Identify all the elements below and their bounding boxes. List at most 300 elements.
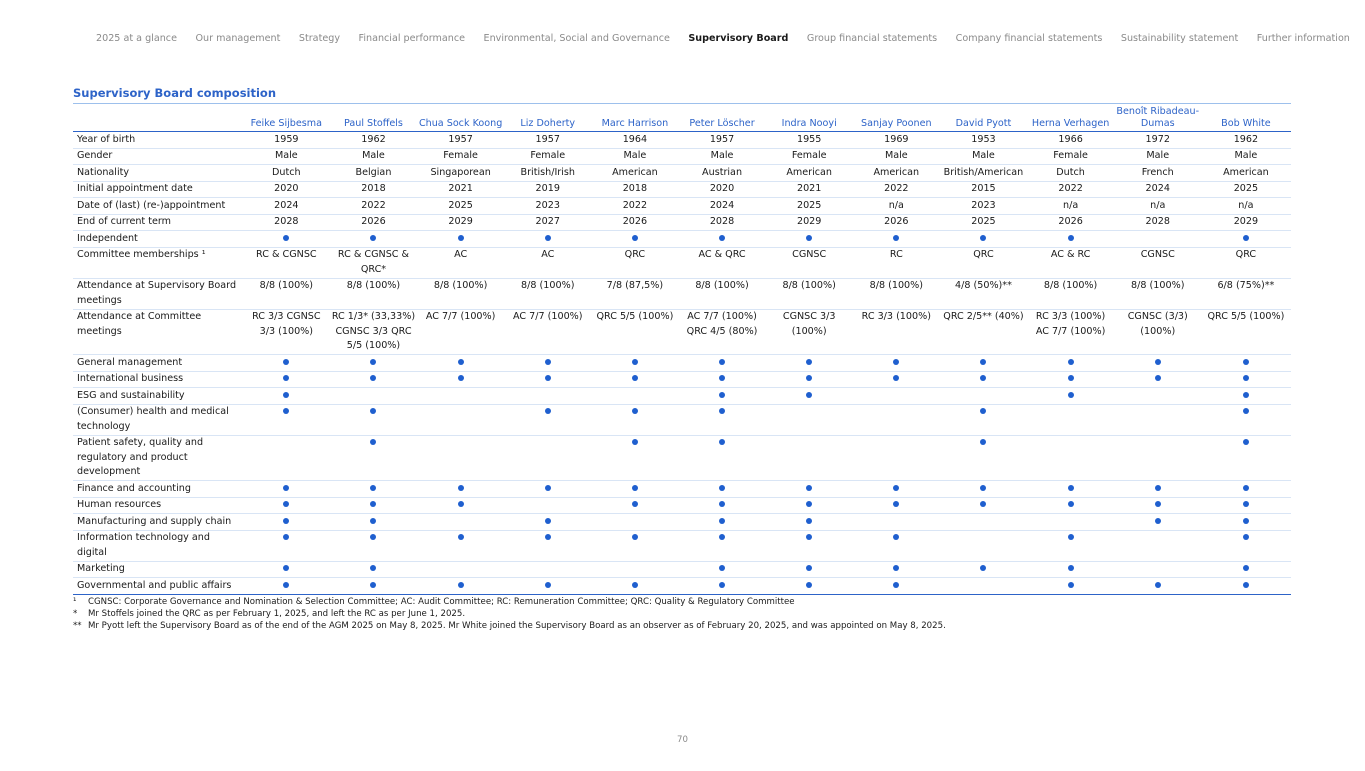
table-cell: 2025 (766, 198, 852, 215)
dot-cell (940, 481, 1026, 498)
table-cell: Singaporean (418, 165, 504, 182)
bullet-dot-icon (632, 439, 638, 445)
bullet-dot-icon (893, 375, 899, 381)
table-cell: 1957 (678, 132, 766, 149)
table-cell: 2020 (243, 181, 329, 198)
row-label: Patient safety, quality and regulatory and product development (73, 435, 243, 481)
dot-cell (766, 481, 852, 498)
dot-cell (418, 481, 504, 498)
dot-cell (852, 497, 940, 514)
dot-cell (504, 561, 592, 578)
bullet-dot-icon (1243, 359, 1249, 365)
table-cell: CGNSC 3/3 (100%) (766, 309, 852, 355)
dot-cell (1115, 371, 1201, 388)
member-name-header: Chua Sock Koong (418, 104, 504, 132)
dot-cell (1115, 355, 1201, 372)
table-cell: n/a (1027, 198, 1115, 215)
dot-cell (592, 404, 678, 435)
bullet-dot-icon (283, 359, 289, 365)
dot-cell (418, 404, 504, 435)
table-cell: Male (1115, 148, 1201, 165)
table-cell: QRC 2/5** (40%) (940, 309, 1026, 355)
bullet-dot-icon (1243, 534, 1249, 540)
dot-cell (678, 435, 766, 481)
table-row (73, 198, 1291, 215)
table-cell: QRC 5/5 (100%) (592, 309, 678, 355)
bullet-dot-icon (283, 235, 289, 241)
bullet-dot-icon (806, 534, 812, 540)
dot-cell (1201, 435, 1291, 481)
dot-cell (592, 578, 678, 595)
table-cell: CGNSC (766, 247, 852, 278)
dot-cell (1027, 231, 1115, 248)
dot-cell (852, 231, 940, 248)
dot-cell (766, 435, 852, 481)
nav-items (96, 33, 1365, 44)
dot-cell (1201, 388, 1291, 405)
dot-cell (678, 481, 766, 498)
table-cell: British/Irish (504, 165, 592, 182)
dot-cell (243, 371, 329, 388)
bullet-dot-icon (458, 235, 464, 241)
dot-cell (329, 435, 417, 481)
table-cell: Male (592, 148, 678, 165)
dot-cell (1027, 388, 1115, 405)
bullet-dot-icon (980, 375, 986, 381)
row-label: Attendance at Committee meetings (73, 309, 243, 355)
bullet-dot-icon (370, 439, 376, 445)
bullet-dot-icon (980, 439, 986, 445)
bullet-dot-icon (719, 439, 725, 445)
dot-cell (1201, 530, 1291, 561)
dot-cell (504, 371, 592, 388)
dot-cell (592, 497, 678, 514)
dot-cell (592, 561, 678, 578)
nav-item-company-financial-statements[interactable]: Company financial statements (955, 32, 1103, 44)
table-cell: AC 7/7 (100%) QRC 4/5 (80%) (678, 309, 766, 355)
table-cell: 2023 (504, 198, 592, 215)
bullet-dot-icon (545, 375, 551, 381)
bullet-dot-icon (806, 359, 812, 365)
table-cell: 8/8 (100%) (766, 278, 852, 309)
dot-cell (678, 231, 766, 248)
nav-item-group-financial-statements[interactable]: Group financial statements (806, 32, 938, 44)
footnote-text: Mr Stoffels joined the QRC as per February 1, 2025, and left the RC as per June 1, 2025. (88, 609, 466, 619)
bullet-dot-icon (719, 534, 725, 540)
bullet-dot-icon (283, 565, 289, 571)
dot-cell (504, 497, 592, 514)
dot-cell (1201, 404, 1291, 435)
table-cell: QRC (592, 247, 678, 278)
table-row (73, 404, 1291, 435)
table-cell: Male (243, 148, 329, 165)
table-cell: AC & QRC (678, 247, 766, 278)
table-cell: 1962 (1201, 132, 1291, 149)
bullet-dot-icon (1068, 501, 1074, 507)
bullet-dot-icon (632, 485, 638, 491)
table-cell: 2018 (592, 181, 678, 198)
table-cell: QRC (1201, 247, 1291, 278)
table-cell: American (592, 165, 678, 182)
dot-cell (766, 371, 852, 388)
dot-cell (504, 355, 592, 372)
bullet-dot-icon (893, 582, 899, 588)
nav-item-our-management[interactable]: Our management (195, 32, 281, 44)
bullet-dot-icon (458, 375, 464, 381)
bullet-dot-icon (1068, 235, 1074, 241)
dot-cell (852, 514, 940, 531)
dot-cell (418, 530, 504, 561)
bullet-dot-icon (370, 235, 376, 241)
table-cell: 2029 (418, 214, 504, 231)
footnote (73, 596, 946, 608)
dot-cell (1201, 371, 1291, 388)
member-name-header: Feike Sijbesma (243, 104, 329, 132)
dot-cell (418, 514, 504, 531)
bullet-dot-icon (283, 392, 289, 398)
member-name-header: Benoît Ribadeau-Dumas (1115, 104, 1201, 132)
dot-cell (1115, 578, 1201, 595)
table-row (73, 481, 1291, 498)
footnote-text: Mr Pyott left the Supervisory Board as of the end of the AGM 2025 on May 8, 2025. Mr White joined the Supervisory Board as an observer as of February 20, 2025, and was appointed on May 8, 2025. (88, 621, 946, 631)
table-cell: 2024 (243, 198, 329, 215)
table-cell: 6/8 (75%)** (1201, 278, 1291, 309)
bullet-dot-icon (283, 582, 289, 588)
table-cell: 7/8 (87,5%) (592, 278, 678, 309)
table-cell: AC (504, 247, 592, 278)
bullet-dot-icon (370, 408, 376, 414)
table-row (73, 435, 1291, 481)
footnote-mark: ¹ (73, 597, 77, 607)
dot-cell (940, 435, 1026, 481)
bullet-dot-icon (632, 375, 638, 381)
bullet-dot-icon (1243, 485, 1249, 491)
bullet-dot-icon (1243, 392, 1249, 398)
dot-cell (1115, 435, 1201, 481)
bullet-dot-icon (719, 235, 725, 241)
table-cell: RC & CGNSC & QRC* (329, 247, 417, 278)
dot-cell (329, 561, 417, 578)
dot-cell (592, 514, 678, 531)
header-corner (73, 104, 243, 132)
dot-cell (1027, 497, 1115, 514)
table-cell: 8/8 (100%) (243, 278, 329, 309)
bullet-dot-icon (370, 534, 376, 540)
dot-cell (1027, 481, 1115, 498)
dot-cell (1115, 514, 1201, 531)
bullet-dot-icon (632, 534, 638, 540)
bullet-dot-icon (1155, 518, 1161, 524)
bullet-dot-icon (806, 501, 812, 507)
dot-cell (418, 497, 504, 514)
bullet-dot-icon (1243, 501, 1249, 507)
dot-cell (766, 561, 852, 578)
bullet-dot-icon (370, 501, 376, 507)
bullet-dot-icon (545, 359, 551, 365)
table-cell: 2021 (418, 181, 504, 198)
footnote (73, 620, 946, 632)
footnote-mark: ** (73, 621, 82, 631)
table-cell: RC & CGNSC (243, 247, 329, 278)
table-cell: 1957 (504, 132, 592, 149)
dot-cell (329, 355, 417, 372)
bullet-dot-icon (545, 235, 551, 241)
bullet-dot-icon (1155, 582, 1161, 588)
table-cell: 8/8 (100%) (329, 278, 417, 309)
member-name-header: Peter Löscher (678, 104, 766, 132)
dot-cell (504, 481, 592, 498)
dot-cell (329, 371, 417, 388)
table-cell: Female (418, 148, 504, 165)
table-cell: 2021 (766, 181, 852, 198)
bullet-dot-icon (370, 375, 376, 381)
table-cell: 2022 (852, 181, 940, 198)
bullet-dot-icon (632, 235, 638, 241)
dot-cell (852, 561, 940, 578)
dot-cell (1201, 514, 1291, 531)
table-header-row (73, 104, 1291, 132)
dot-cell (678, 355, 766, 372)
table-cell: 2022 (1027, 181, 1115, 198)
bullet-dot-icon (1155, 501, 1161, 507)
dot-cell (243, 404, 329, 435)
member-name-header: Marc Harrison (592, 104, 678, 132)
dot-cell (504, 435, 592, 481)
dot-cell (1027, 435, 1115, 481)
dot-cell (592, 435, 678, 481)
dot-cell (243, 497, 329, 514)
table-cell: 8/8 (100%) (1115, 278, 1201, 309)
nav-item-further-information[interactable]: Further information (1256, 32, 1350, 44)
dot-cell (852, 404, 940, 435)
bullet-dot-icon (1068, 392, 1074, 398)
dot-cell (1027, 355, 1115, 372)
bullet-dot-icon (893, 485, 899, 491)
dot-cell (329, 231, 417, 248)
footnote-text: CGNSC: Corporate Governance and Nomination & Selection Committee; AC: Audit Committee; RC: Remuneration Committee; QRC: Quality & Regulatory Committee (88, 597, 795, 607)
table-cell: 2026 (852, 214, 940, 231)
dot-cell (1027, 530, 1115, 561)
row-label: (Consumer) health and medical technology (73, 404, 243, 435)
table-cell: Dutch (243, 165, 329, 182)
dot-cell (592, 388, 678, 405)
table-cell: Male (678, 148, 766, 165)
dot-cell (504, 404, 592, 435)
nav-item-financial-performance[interactable]: Financial performance (358, 32, 466, 44)
member-name-header: Paul Stoffels (329, 104, 417, 132)
dot-cell (592, 355, 678, 372)
table-cell: 2023 (940, 198, 1026, 215)
dot-cell (678, 561, 766, 578)
dot-cell (940, 371, 1026, 388)
table-row (73, 578, 1291, 595)
table-cell: 2026 (1027, 214, 1115, 231)
dot-cell (852, 435, 940, 481)
row-label: General management (73, 355, 243, 372)
table-cell: 2024 (1115, 181, 1201, 198)
row-label: Gender (73, 148, 243, 165)
table-cell: Austrian (678, 165, 766, 182)
bullet-dot-icon (370, 485, 376, 491)
bullet-dot-icon (632, 582, 638, 588)
bullet-dot-icon (980, 359, 986, 365)
row-label: Independent (73, 231, 243, 248)
table-cell: QRC 5/5 (100%) (1201, 309, 1291, 355)
row-label: International business (73, 371, 243, 388)
bullet-dot-icon (1155, 485, 1161, 491)
dot-cell (329, 388, 417, 405)
table-cell: 1957 (418, 132, 504, 149)
bullet-dot-icon (1068, 375, 1074, 381)
dot-cell (940, 530, 1026, 561)
row-label: Human resources (73, 497, 243, 514)
table-cell: n/a (852, 198, 940, 215)
bullet-dot-icon (893, 565, 899, 571)
table-cell: 8/8 (100%) (1027, 278, 1115, 309)
table-cell: 2025 (940, 214, 1026, 231)
bullet-dot-icon (458, 485, 464, 491)
table-cell: 2026 (329, 214, 417, 231)
dot-cell (940, 388, 1026, 405)
bullet-dot-icon (1243, 518, 1249, 524)
table-cell: 2019 (504, 181, 592, 198)
bullet-dot-icon (806, 485, 812, 491)
table-row (73, 497, 1291, 514)
dot-cell (1201, 561, 1291, 578)
bullet-dot-icon (980, 235, 986, 241)
table-cell: Female (766, 148, 852, 165)
dot-cell (852, 578, 940, 595)
table-cell: RC 3/3 CGNSC 3/3 (100%) (243, 309, 329, 355)
table-cell: 1972 (1115, 132, 1201, 149)
table-cell: 2022 (592, 198, 678, 215)
dot-cell (766, 514, 852, 531)
section-title: Supervisory Board composition (73, 86, 277, 100)
table-cell: AC 7/7 (100%) (504, 309, 592, 355)
row-label: Year of birth (73, 132, 243, 149)
bullet-dot-icon (806, 235, 812, 241)
bullet-dot-icon (458, 501, 464, 507)
table-cell: 2029 (766, 214, 852, 231)
row-label: Initial appointment date (73, 181, 243, 198)
table-cell: 2029 (1201, 214, 1291, 231)
bullet-dot-icon (980, 565, 986, 571)
nav-item-supervisory-board[interactable]: Supervisory Board (688, 32, 789, 44)
bullet-dot-icon (980, 501, 986, 507)
bullet-dot-icon (893, 501, 899, 507)
member-name-header: Indra Nooyi (766, 104, 852, 132)
bullet-dot-icon (719, 359, 725, 365)
bullet-dot-icon (370, 565, 376, 571)
table-cell: Dutch (1027, 165, 1115, 182)
table-cell: 2020 (678, 181, 766, 198)
nav-item-strategy[interactable]: Strategy (298, 32, 340, 44)
dot-cell (418, 371, 504, 388)
dot-cell (1027, 561, 1115, 578)
table-cell: Male (1201, 148, 1291, 165)
bullet-dot-icon (1243, 439, 1249, 445)
table-cell: CGNSC (3/3) (100%) (1115, 309, 1201, 355)
member-name-header: Herna Verhagen (1027, 104, 1115, 132)
bullet-dot-icon (1243, 408, 1249, 414)
bullet-dot-icon (545, 518, 551, 524)
dot-cell (592, 481, 678, 498)
table-cell: Belgian (329, 165, 417, 182)
dot-cell (504, 530, 592, 561)
footnote (73, 608, 946, 620)
bullet-dot-icon (719, 392, 725, 398)
dot-cell (766, 388, 852, 405)
bullet-dot-icon (1068, 485, 1074, 491)
table-row (73, 231, 1291, 248)
bullet-dot-icon (458, 359, 464, 365)
dot-cell (1027, 514, 1115, 531)
member-name-header: Sanjay Poonen (852, 104, 940, 132)
dot-cell (592, 530, 678, 561)
table-cell: 2027 (504, 214, 592, 231)
dot-cell (1115, 388, 1201, 405)
nav-item-sustainability-statement[interactable]: Sustainability statement (1120, 32, 1239, 44)
supervisory-board-table (73, 103, 1291, 595)
dot-cell (418, 355, 504, 372)
bullet-dot-icon (1068, 582, 1074, 588)
table-cell: 1964 (592, 132, 678, 149)
footnotes (73, 596, 946, 632)
dot-cell (766, 231, 852, 248)
member-name-header: Liz Doherty (504, 104, 592, 132)
table-row (73, 309, 1291, 355)
row-label: Date of (last) (re-)appointment (73, 198, 243, 215)
dot-cell (1115, 561, 1201, 578)
table-cell: RC 1/3* (33,33%) CGNSC 3/3 QRC 5/5 (100%) (329, 309, 417, 355)
table-row (73, 214, 1291, 231)
table-cell: American (766, 165, 852, 182)
table-row (73, 530, 1291, 561)
dot-cell (1115, 497, 1201, 514)
bullet-dot-icon (545, 408, 551, 414)
bullet-dot-icon (719, 375, 725, 381)
dot-cell (418, 578, 504, 595)
dot-cell (1115, 404, 1201, 435)
dot-cell (1201, 497, 1291, 514)
table-cell: 8/8 (100%) (852, 278, 940, 309)
bullet-dot-icon (1068, 359, 1074, 365)
bullet-dot-icon (458, 534, 464, 540)
bullet-dot-icon (980, 485, 986, 491)
table-row (73, 181, 1291, 198)
row-label: Manufacturing and supply chain (73, 514, 243, 531)
nav-item-2025-at-a-glance[interactable]: 2025 at a glance (96, 32, 177, 44)
bullet-dot-icon (632, 408, 638, 414)
dot-cell (1115, 481, 1201, 498)
row-label: Governmental and public affairs (73, 578, 243, 595)
dot-cell (329, 404, 417, 435)
bullet-dot-icon (893, 235, 899, 241)
table-cell: 2022 (329, 198, 417, 215)
table-cell: Female (504, 148, 592, 165)
bullet-dot-icon (283, 518, 289, 524)
bullet-dot-icon (545, 582, 551, 588)
bullet-dot-icon (632, 359, 638, 365)
table-body (73, 132, 1291, 595)
dot-cell (243, 355, 329, 372)
table-cell: AC & RC (1027, 247, 1115, 278)
dot-cell (766, 404, 852, 435)
dot-cell (940, 514, 1026, 531)
nav-item-environmental-social-and-governance[interactable]: Environmental, Social and Governance (483, 32, 670, 44)
dot-cell (852, 388, 940, 405)
table-cell: French (1115, 165, 1201, 182)
